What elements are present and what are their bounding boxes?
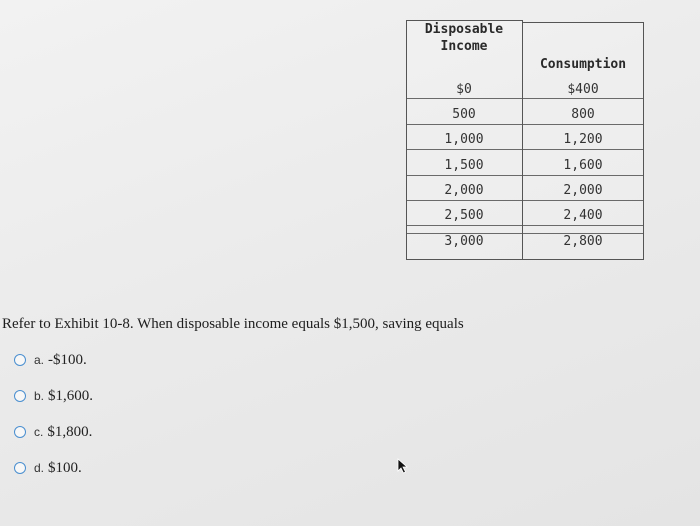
consumption-cell: $400	[567, 82, 599, 97]
table-divider	[523, 175, 643, 176]
income-cell: 1,500	[444, 158, 484, 173]
income-column-header	[406, 21, 522, 55]
income-cell: 1,000	[444, 132, 484, 147]
radio-button[interactable]	[14, 354, 26, 366]
income-cell: 3,000	[444, 234, 484, 249]
table-divider	[407, 149, 522, 150]
option-letter: d.	[34, 461, 45, 475]
answer-option-c[interactable]	[14, 423, 92, 441]
income-cell: $0	[456, 82, 472, 97]
radio-button[interactable]	[14, 462, 26, 474]
table-divider	[407, 200, 522, 201]
consumption-column-header: Consumption	[539, 57, 627, 72]
income-cell: 500	[452, 107, 476, 122]
option-letter: b.	[34, 389, 45, 403]
answer-option-b[interactable]	[14, 387, 93, 405]
table-divider	[523, 149, 643, 150]
answer-option-a[interactable]	[14, 351, 87, 369]
option-value: -$100.	[48, 351, 87, 368]
option-value: $1,800.	[47, 423, 93, 440]
income-header-line1: Disposable	[424, 22, 504, 37]
consumption-cell: 2,000	[563, 183, 603, 198]
radio-button[interactable]	[14, 390, 26, 402]
consumption-cell: 2,400	[563, 208, 603, 223]
table-divider	[407, 124, 522, 125]
table-divider	[407, 225, 522, 226]
table-divider	[523, 225, 643, 226]
answer-option-d[interactable]	[14, 459, 82, 477]
question-text: Refer to Exhibit 10-8. When disposable income equals $1,500, saving equals	[2, 316, 464, 332]
income-cell: 2,500	[444, 208, 484, 223]
option-value: $1,600.	[48, 387, 94, 404]
consumption-cell: 1,200	[563, 132, 603, 147]
mouse-pointer-icon	[396, 458, 412, 474]
option-letter: c.	[34, 425, 44, 439]
option-value: $100.	[48, 459, 82, 476]
table-divider	[523, 200, 643, 201]
table-divider	[523, 124, 643, 125]
radio-button[interactable]	[14, 426, 26, 438]
option-letter: a.	[34, 353, 45, 367]
table-divider	[407, 175, 522, 176]
consumption-cell: 2,800	[563, 234, 603, 249]
income-cell: 2,000	[444, 183, 484, 198]
income-header-line2: Income	[440, 39, 488, 54]
exhibit-table	[406, 20, 644, 260]
consumption-cell: 1,600	[563, 158, 603, 173]
consumption-cell: 800	[571, 107, 595, 122]
